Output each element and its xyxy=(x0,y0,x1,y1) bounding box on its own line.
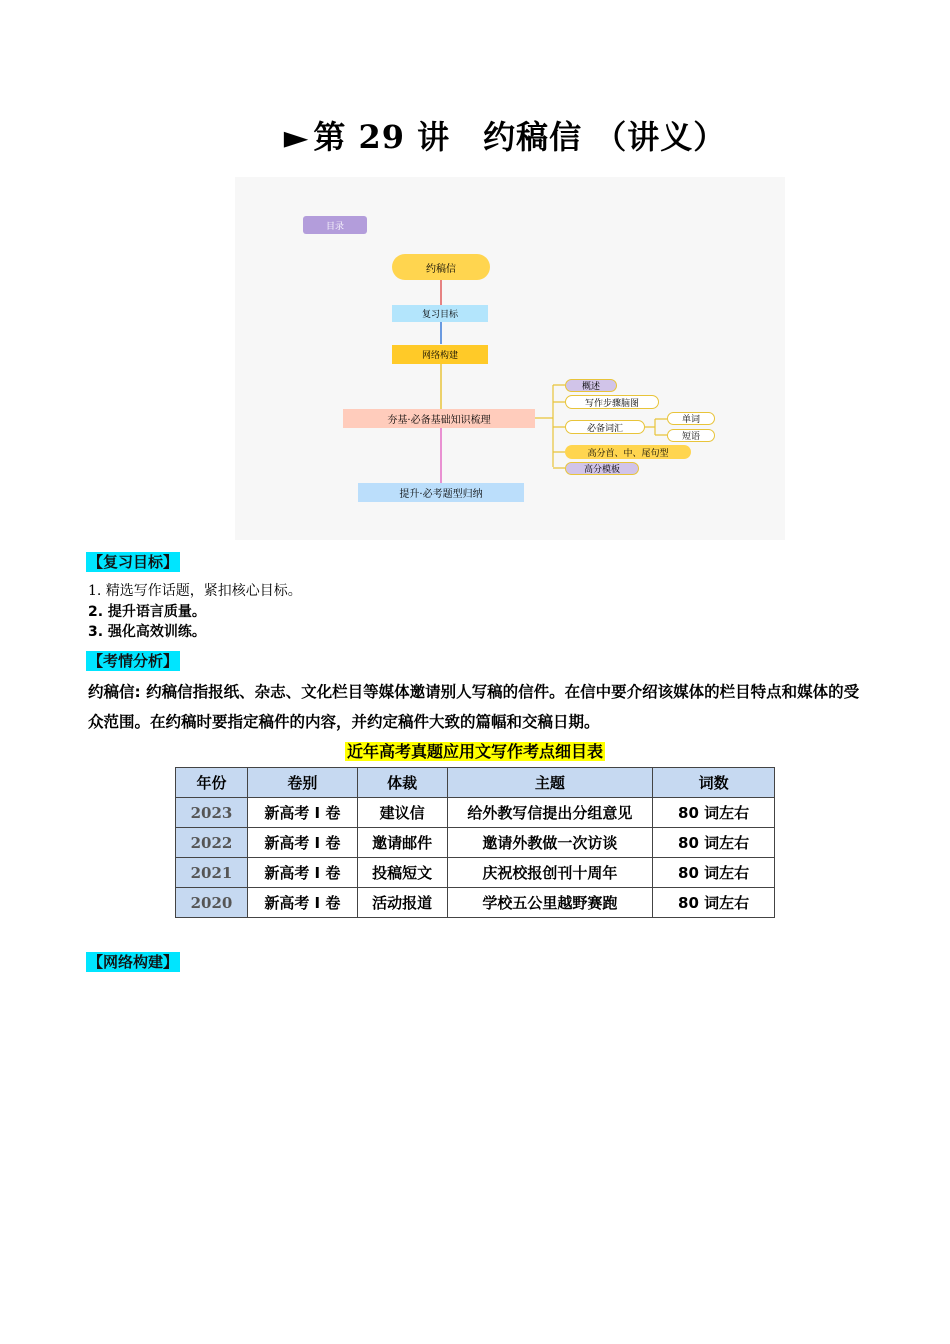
table-cell: 80 词左右 xyxy=(653,798,775,828)
mindmap-vocab-words: 单词 xyxy=(667,412,715,425)
table-header-cell: 体裁 xyxy=(357,768,447,798)
table-cell-year: 2021 xyxy=(176,858,248,888)
mindmap-figure xyxy=(235,177,785,540)
table-header-cell: 词数 xyxy=(653,768,775,798)
mindmap-trunk-network: 网络构建 xyxy=(392,345,488,364)
table-cell: 活动报道 xyxy=(357,888,447,918)
table-cell: 新高考 I 卷 xyxy=(247,798,357,828)
mindmap-branch-template: 高分模板 xyxy=(565,462,639,475)
table-row xyxy=(176,888,775,918)
table-row xyxy=(176,858,775,888)
table-header-cell: 卷别 xyxy=(247,768,357,798)
mindmap-trunk-basics: 夯基·必备基础知识梳理 xyxy=(343,409,535,428)
review-goals-tag: 【复习目标】 xyxy=(88,553,179,571)
table-cell: 建议信 xyxy=(357,798,447,828)
exam-analysis-tag: 【考情分析】 xyxy=(88,652,179,670)
review-goal-3: 3. 强化高效训练。 xyxy=(88,624,206,640)
mindmap-branch-vocab: 必备词汇 xyxy=(565,420,645,434)
table-cell: 新高考 I 卷 xyxy=(247,858,357,888)
table-cell: 投稿短文 xyxy=(357,858,447,888)
table-caption-text: 近年高考真题应用文写作考点细目表 xyxy=(346,742,603,761)
table-cell: 新高考 I 卷 xyxy=(247,828,357,858)
review-goal-2: 2. 提升语言质量。 xyxy=(88,604,206,620)
mindmap-branch-overview: 概述 xyxy=(565,379,617,392)
triangle-bullet-icon: ► xyxy=(283,118,310,156)
exam-table xyxy=(175,767,775,918)
table-cell: 邀请外教做一次访谈 xyxy=(447,828,653,858)
table-row xyxy=(176,828,775,858)
table-cell: 邀请邮件 xyxy=(357,828,447,858)
page-title xyxy=(0,112,950,158)
review-goal-1: 1. 精选写作话题，紧扣核心目标。 xyxy=(88,583,302,599)
mindmap-branch-steps: 写作步骤脑图 xyxy=(565,395,659,409)
table-header-row xyxy=(176,768,775,798)
mindmap-vocab-phrases: 短语 xyxy=(667,429,715,442)
mindmap-trunk-review: 复习目标 xyxy=(392,305,488,322)
table-header-cell: 年份 xyxy=(176,768,248,798)
network-tag: 【网络构建】 xyxy=(88,953,179,971)
table-row xyxy=(176,798,775,828)
table-cell: 80 词左右 xyxy=(653,888,775,918)
page-title-text: 第 29 讲 约稿信 （讲义） xyxy=(313,118,727,156)
table-caption xyxy=(0,739,950,762)
mindmap-branch-sentences: 高分首、中、尾句型 xyxy=(565,445,691,459)
mindmap-root: 约稿信 xyxy=(392,254,490,280)
table-cell: 80 词左右 xyxy=(653,858,775,888)
mindmap-trunk-advance: 提升·必考题型归纳 xyxy=(358,483,524,502)
table-cell-year: 2022 xyxy=(176,828,248,858)
table-cell: 庆祝校报创刊十周年 xyxy=(447,858,653,888)
exam-analysis-text: 约稿信: 约稿信指报纸、杂志、文化栏目等媒体邀请别人写稿的信件。在信中要介绍该媒体的栏目特点和媒体的受众范围。在约稿时要指定稿件的内容，并约定稿件大致的篇幅和交稿日期。 xyxy=(88,683,860,731)
table-cell: 学校五公里越野赛跑 xyxy=(447,888,653,918)
table-cell-year: 2020 xyxy=(176,888,248,918)
mindmap-catalog: 目录 xyxy=(303,216,367,234)
table-header-cell: 主题 xyxy=(447,768,653,798)
table-cell: 新高考 I 卷 xyxy=(247,888,357,918)
table-cell-year: 2023 xyxy=(176,798,248,828)
table-cell: 给外教写信提出分组意见 xyxy=(447,798,653,828)
table-cell: 80 词左右 xyxy=(653,828,775,858)
